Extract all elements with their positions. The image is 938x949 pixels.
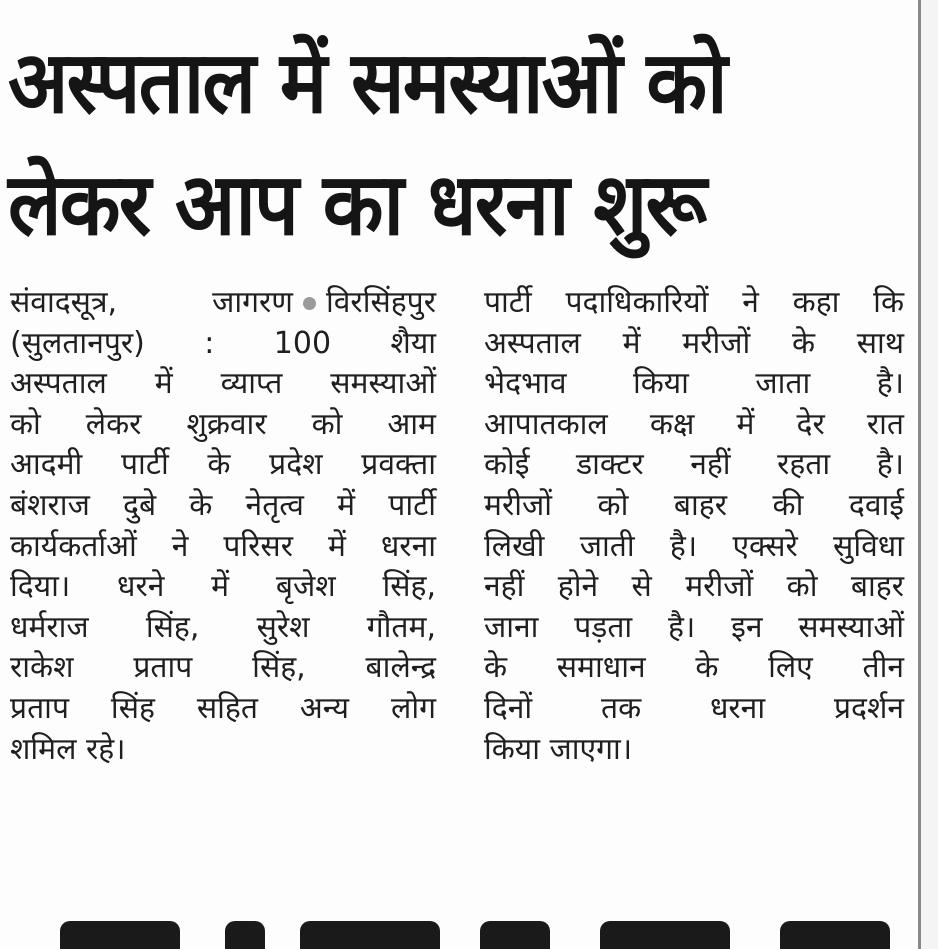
text-line: (सुलतानपुर) : 100 शैया: [10, 325, 436, 361]
cropped-glyph: [60, 921, 180, 949]
cropped-glyph: [480, 921, 550, 949]
text-line: अस्पताल में मरीजों के साथ: [484, 325, 904, 361]
next-article-headline-cropped: [0, 915, 918, 949]
text-line: के समाधान के लिए तीन: [484, 650, 904, 686]
cropped-glyph: [300, 921, 440, 949]
text-line: मरीजों को बाहर की दवाई: [484, 487, 904, 523]
text-line: कार्यकर्ताओं ने परिसर में धरना: [10, 528, 436, 564]
text-line: धर्मराज सिंह, सुरेश गौतम,: [10, 609, 436, 645]
text-line: कोई डाक्टर नहीं रहता है।: [484, 447, 904, 483]
text-line: आदमी पार्टी के प्रदेश प्रवक्ता: [10, 447, 436, 483]
byline-source: संवादसूत्र, जागरण: [10, 285, 293, 320]
cropped-glyph: [780, 921, 890, 949]
page-margin: [921, 0, 938, 949]
cropped-glyph: [600, 921, 730, 949]
article-column-left: [10, 283, 436, 770]
headline: [8, 22, 913, 266]
cropped-glyph: [225, 921, 265, 949]
text-line: दिनों तक धरना प्रदर्शन: [484, 690, 904, 726]
text-line: किया जाएगा।: [484, 731, 633, 767]
article-column-right: [484, 283, 904, 770]
text-line: आपातकाल कक्ष में देर रात: [484, 406, 904, 442]
text-line: अस्पताल में व्याप्त समस्याओं: [10, 366, 436, 402]
text-line: राकेश प्रताप सिंह, बालेन्द्र: [10, 650, 436, 686]
headline-line-2: लेकर आप का धरना शुरू: [8, 155, 706, 255]
text-line: को लेकर शुक्रवार को आम: [10, 406, 436, 442]
text-line: जाना पड़ता है। इन समस्याओं: [484, 609, 904, 645]
text-line: प्रताप सिंह सहित अन्य लोग: [10, 690, 436, 726]
text-line: बंशराज दुबे के नेतृत्व में पार्टी: [10, 487, 436, 523]
byline: [10, 283, 436, 324]
text-line: भेदभाव किया जाता है।: [484, 366, 904, 402]
byline-place: विरसिंहपुर: [325, 285, 436, 320]
text-line: शमिल रहे।: [10, 731, 126, 767]
headline-line-1: अस्पताल में समस्याओं को: [8, 33, 726, 133]
bullet-dot-icon: [303, 297, 316, 310]
text-line: दिया। धरने में बृजेश सिंह,: [10, 569, 436, 605]
text-line: नहीं होने से मरीजों को बाहर: [484, 569, 904, 605]
text-line: पार्टी पदाधिकारियों ने कहा कि: [484, 285, 904, 320]
text-line: लिखी जाती है। एक्सरे सुविधा: [484, 528, 904, 564]
